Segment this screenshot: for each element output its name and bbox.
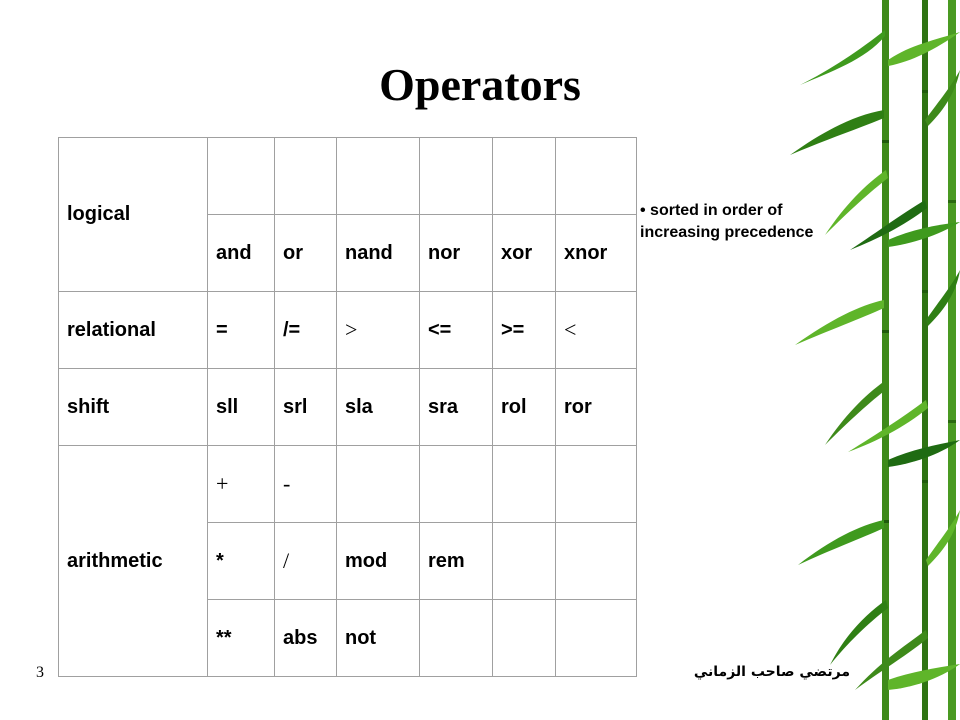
operator-cell: or: [275, 215, 337, 292]
slide-title: Operators: [379, 59, 581, 110]
empty-cell: [420, 446, 493, 523]
table-row: [59, 138, 637, 215]
operator-cell: nor: [420, 215, 493, 292]
bamboo-stems-icon: [882, 0, 956, 720]
empty-cell: [493, 523, 556, 600]
table-row: [59, 292, 637, 369]
operator-cell: >=: [493, 292, 556, 369]
table-row: [59, 369, 637, 446]
empty-cell: [556, 446, 637, 523]
operator-cell: mod: [337, 523, 420, 600]
operator-cell: srl: [275, 369, 337, 446]
category-logical: logical: [59, 138, 208, 292]
empty-cell: [493, 138, 556, 215]
empty-cell: [420, 138, 493, 215]
empty-cell: [493, 446, 556, 523]
empty-cell: [208, 138, 275, 215]
operator-cell: sla: [337, 369, 420, 446]
empty-cell: [337, 138, 420, 215]
operator-cell: nand: [337, 215, 420, 292]
slide-number: 3: [36, 664, 44, 681]
table-row: [59, 446, 637, 523]
category-arithmetic: arithmetic: [59, 446, 208, 677]
empty-cell: [337, 446, 420, 523]
operator-cell: =: [208, 292, 275, 369]
bullet-icon: •: [640, 202, 651, 219]
empty-cell: [275, 138, 337, 215]
operators-table: [58, 137, 637, 677]
operator-cell: rem: [420, 523, 493, 600]
note-text: sorted in order of increasing precedence: [640, 202, 814, 241]
empty-cell: [556, 600, 637, 677]
operator-cell: <=: [420, 292, 493, 369]
empty-cell: [493, 600, 556, 677]
operator-cell: *: [208, 523, 275, 600]
operator-cell: >: [337, 292, 420, 369]
bamboo-decoration: [770, 0, 960, 720]
operator-cell: /: [275, 523, 337, 600]
author-name: مرتضي صاحب الزماني: [693, 664, 850, 680]
operator-cell: **: [208, 600, 275, 677]
operator-cell: xor: [493, 215, 556, 292]
operator-cell: <: [556, 292, 637, 369]
operator-cell: sll: [208, 369, 275, 446]
empty-cell: [556, 523, 637, 600]
operator-cell: and: [208, 215, 275, 292]
operator-cell: not: [337, 600, 420, 677]
empty-cell: [420, 600, 493, 677]
operator-cell: -: [275, 446, 337, 523]
category-relational: relational: [59, 292, 208, 369]
operator-cell: xnor: [556, 215, 637, 292]
operator-cell: rol: [493, 369, 556, 446]
operator-cell: +: [208, 446, 275, 523]
operator-cell: /=: [275, 292, 337, 369]
operator-cell: ror: [556, 369, 637, 446]
category-shift: shift: [59, 369, 208, 446]
operator-cell: sra: [420, 369, 493, 446]
operator-cell: abs: [275, 600, 337, 677]
empty-cell: [556, 138, 637, 215]
bamboo-leaves-icon: [790, 30, 960, 690]
